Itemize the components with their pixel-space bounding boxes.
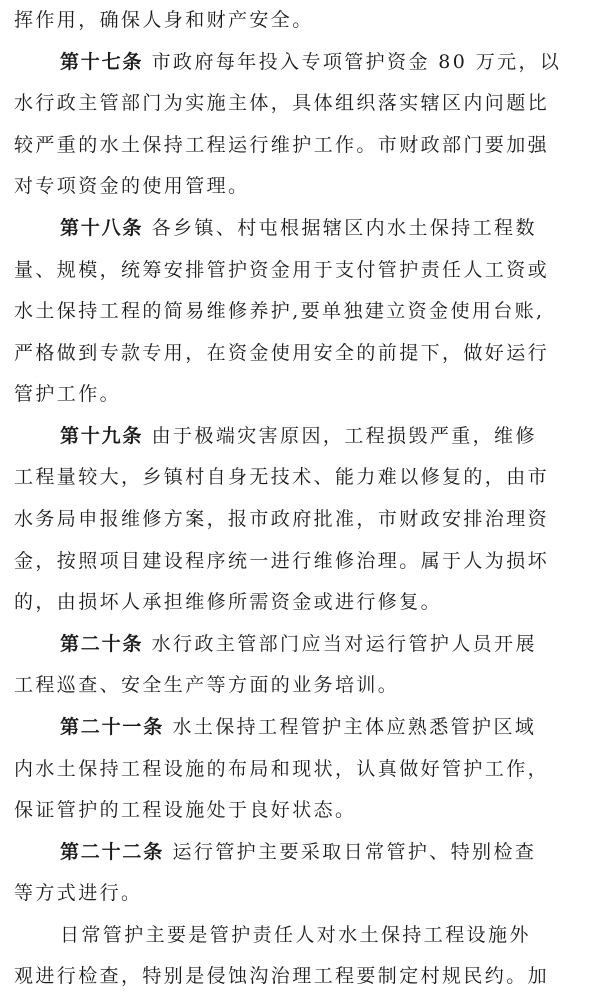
text-line — [14, 333, 604, 375]
line-text: 日常管护主要是管护责任人对水土保持工程设施外 — [60, 923, 531, 946]
text-line — [14, 0, 604, 42]
line-text: 保证管护的工程设施处于良好状态。 — [14, 799, 357, 822]
text-line — [14, 166, 604, 208]
article-number: 第二十二条 — [60, 840, 165, 863]
text-line — [14, 541, 604, 583]
line-text: 市政府每年投入专项管护资金 80 万元，以 — [143, 50, 562, 73]
line-text: 由于极端灾害原因，工程损毁严重，维修 — [143, 424, 537, 447]
line-text: 挥作用，确保人身和财产安全。 — [14, 9, 314, 31]
line-text: 较严重的水土保持工程运行维护工作。市财政部门要加强 — [14, 133, 550, 156]
text-line — [14, 790, 604, 832]
text-line — [14, 956, 604, 998]
text-line — [14, 83, 604, 125]
line-text: 水土保持工程管护主体应熟悉管护区域 — [164, 715, 537, 738]
text-line — [14, 457, 604, 499]
line-text: 严格做到专款专用，在资金使用安全的前提下，做好运行 — [14, 341, 550, 364]
line-text: 水务局申报维修方案，报市政府批准，市财政安排治理资 — [14, 508, 550, 530]
text-line — [14, 582, 604, 624]
text-line — [14, 125, 604, 167]
line-text: 对专项资金的使用管理。 — [14, 175, 250, 198]
text-line — [60, 42, 604, 84]
line-text: 各乡镇、村屯根据辖区内水土保持工程数 — [143, 216, 537, 239]
article-number: 第十八条 — [60, 216, 144, 239]
line-text: 等方式进行。 — [14, 882, 143, 905]
line-text: 水行政主管部门为实施主体，具体组织落实辖区内问题比 — [14, 92, 550, 115]
text-line — [14, 250, 604, 292]
text-line — [60, 832, 604, 874]
line-text: 水行政主管部门应当对运行管护人员开展 — [143, 632, 537, 655]
line-text: 管护工作。 — [14, 383, 122, 406]
text-line — [14, 665, 604, 707]
line-text: 量、规模，统筹安排管护资金用于支付管护责任人工资或 — [14, 258, 550, 281]
text-line — [14, 749, 604, 791]
line-text: 内水土保持工程设施的布局和现状，认真做好管护工作， — [14, 757, 550, 780]
article-number: 第十七条 — [60, 50, 144, 73]
article-number: 第二十条 — [60, 632, 144, 655]
article-number: 第十九条 — [60, 424, 144, 447]
line-text: 金，按照项目建设程序统一进行维修治理。属于人为损坏 — [14, 549, 550, 572]
article-number: 第二十一条 — [60, 715, 165, 738]
text-line — [60, 707, 604, 749]
line-text: 工程量较大，乡镇村自身无技术、能力难以修复的，由市 — [14, 466, 550, 489]
line-text: 运行管护主要采取日常管护、特别检查 — [164, 840, 537, 863]
text-line — [14, 291, 604, 333]
text-line — [14, 499, 604, 541]
text-line — [14, 374, 604, 416]
line-text: 观进行检查，特别是侵蚀沟治理工程要制定村规民约。加 — [14, 965, 550, 988]
line-text: 水土保持工程的简易维修养护,要单独建立资金使用台账, — [14, 300, 545, 323]
text-line — [60, 208, 604, 250]
text-line — [60, 624, 604, 666]
text-line — [14, 873, 604, 915]
line-text: 工程巡查、安全生产等方面的业务培训。 — [14, 674, 400, 697]
line-text: 的，由损坏人承担维修所需资金或进行修复。 — [14, 591, 443, 614]
text-line — [60, 416, 604, 458]
text-line — [60, 915, 604, 957]
